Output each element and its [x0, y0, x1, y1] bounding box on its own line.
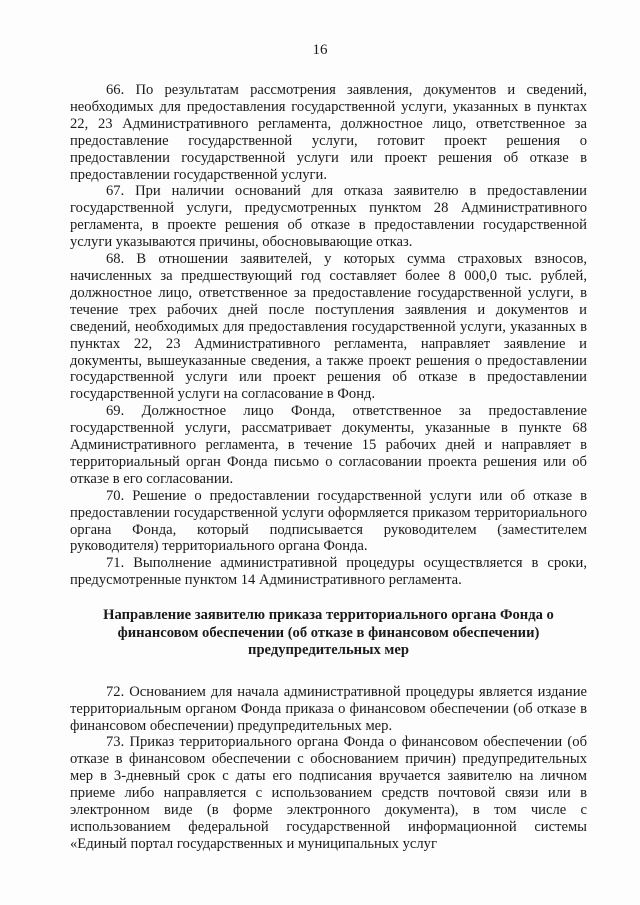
section-heading: Направление заявителю приказа территориального органа Фонда о финансовом обеспечении (об отказе в финансовом обеспечении) предупредительных мер [103, 607, 554, 659]
paragraph-69: 69. Должностное лицо Фонда, ответственное за предоставление государственной услуги, рассматривает документы, указанные в пункте 68 Административного регламента, в течение 15 рабочих дней и направляет в территориальный орган Фонда письмо о согласовании проекта решения или об отказе в его согласовании. [70, 403, 587, 487]
page-number: 16 [312, 42, 328, 58]
paragraph-73: 73. Приказ территориального органа Фонда о финансовом обеспечении (об отказе в финансовом обеспечении с обоснованием причин) предупредительных мер в 3-дневный срок с даты его подписания вручается заявителю на личном приеме либо направляется с использованием средств почтовой связи или в электронном виде (в форме электронного документа), в том числе с использованием федеральной государственной информационной системы «Единый портал государственных и муниципальных услуг [70, 734, 587, 852]
paragraph-67: 67. При наличии оснований для отказа заявителю в предоставлении государственной услуги, предусмотренных пунктом 28 Административного регламента, в проекте решения об отказе в предоставлении государственной услуги указываются причины, обосновывающие отказ. [70, 183, 587, 251]
paragraph-66: 66. По результатам рассмотрения заявления, документов и сведений, необходимых для предоставления государственной услуги, указанных в пунктах 22, 23 Административного регламента, должностное лицо, ответственное за предоставление государственной услуги, готовит проект решения о предоставлении государственной услуги или проект решения об отказе в предоставлении государственной услуги. [70, 82, 587, 183]
paragraph-70: 70. Решение о предоставлении государственной услуги или об отказе в предоставлении государственной услуги оформляется приказом территориального органа Фонда, который подписывается руководителем (заместителем руководителя) территориального органа Фонда. [70, 487, 587, 555]
document-body [70, 82, 587, 853]
paragraph-68: 68. В отношении заявителей, у которых сумма страховых взносов, начисленных за предшествующий год составляет более 8 000,0 тыс. рублей, должностное лицо, ответственное за предоставление государственной услуги, в течение трех рабочих дней после поступления заявления и документов и сведений, необходимых для предоставления государственной услуги, указанных в пунктах 22, 23 Административного регламента, направляет заявление и документы, вышеуказанные сведения, а также проект решения о предоставлении государственной услуги или проект решения об отказе в предоставлении государственной услуги на согласование в Фонд. [70, 251, 587, 403]
paragraph-71: 71. Выполнение административной процедуры осуществляется в сроки, предусмотренные пунктом 14 Административного регламента. [70, 555, 587, 589]
paragraph-72: 72. Основанием для начала административной процедуры является издание территориальным органом Фонда приказа о финансовом обеспечении (об отказе в финансовом обеспечении) предупредительных мер. [70, 683, 587, 734]
